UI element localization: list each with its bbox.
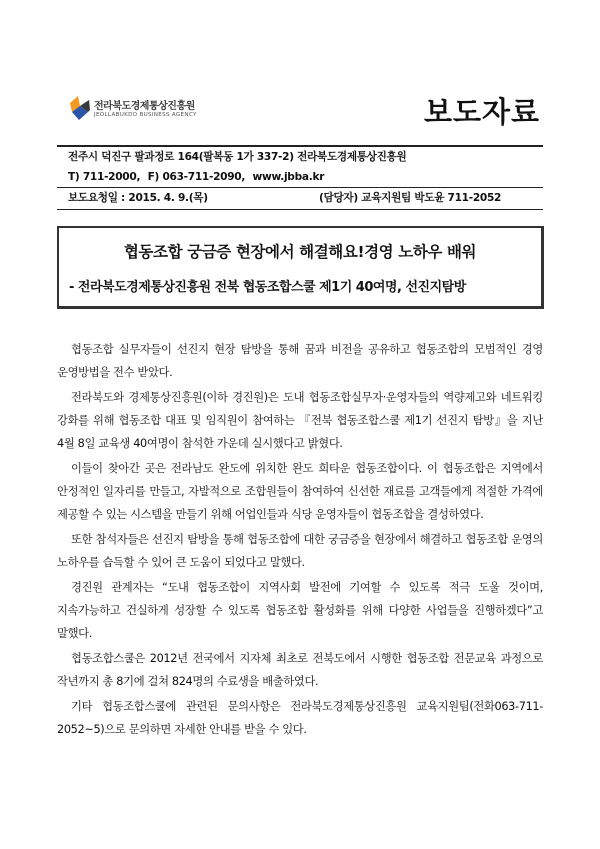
contact-row <box>57 167 543 187</box>
request-row <box>57 187 543 209</box>
info-table <box>57 145 543 210</box>
paragraph-2: 전라북도와 경제통상진흥원(이하 경진원)은 도내 협동조합실무자·운영자들의 역량제고와 네트워킹 강화를 위해 협동조합 대표 및 임직원이 참여하는 『전북 협동조합스쿨 제1기 선진지 탐방』을 지난 4월 8일 교육생 40여명이 참석한 가운데 실시했다고 밝혔다. <box>57 391 543 450</box>
request-date: 보도요청일 : 2015. 4. 9.(목) <box>68 192 208 204</box>
paragraph-4: 또한 참석자들은 선진지 탐방을 통해 협동조합에 대한 궁금증을 현장에서 해결하고 협동조합 운영의 노하우를 습득할 수 있어 큰 도움이 되었다고 말했다. <box>57 533 543 569</box>
paragraph-7: 기타 협동조합스쿨에 관련된 문의사항은 전라북도경제통상진흥원 교육지원팀(전화063-711-2052~5)으로 문의하면 자세한 안내를 받을 수 있다. <box>57 700 543 736</box>
org-name-ko: 전라북도경제통상진흥원 <box>94 101 195 112</box>
article-body <box>57 338 543 743</box>
address-text: 전주시 덕진구 팔과정로 164(팔복동 1가 337-2) 전라북도경제통상진흥원 <box>68 151 407 163</box>
doc-type-title: 보도자료 <box>423 95 540 129</box>
paragraph-5: 경진원 관계자는 “도내 협동조합이 지역사회 발전에 기여할 수 있도록 적극 도울 것이며, 지속가능하고 건실하게 성장할 수 있도록 협동조합 활성화를 위해 다양한 사업들을 진행하겠다”고 말했다. <box>57 581 543 640</box>
org-name-en: JEOLLABUKDO BUSINESS AGENCY <box>94 112 197 118</box>
paragraph-3: 이들이 찾아간 곳은 전라남도 완도에 위치한 완도 희타운 협동조합이다. 이 협동조합은 지역에서 안정적인 일자리를 만들고, 자발적으로 조합원들이 참여하여 신선한 재료를 고객들에게 적절한 가격에 제공할 수 있는 시스템을 만들기 위해 어업인들과 식당 운영자들이 협동조합을 결성하였다. <box>57 462 543 521</box>
headline-box <box>57 226 544 309</box>
paragraph-6: 협동조합스쿨은 2012년 전국에서 지자체 최초로 전북도에서 시행한 협동조합 전문교육 과정으로 작년까지 총 8기에 걸쳐 824명의 수료생을 배출하였다. <box>57 652 543 688</box>
address-row <box>57 147 543 167</box>
subheadline: - 전라북도경제통상진흥원 전북 협동조합스쿨 제1기 40여명, 선진지탐방 <box>69 280 466 295</box>
headline: 협동조합 궁금증 현장에서 해결해요!경영 노하우 배워 <box>123 243 477 261</box>
fax-text: F) 063-711-2090, <box>147 171 246 183</box>
agency-logo <box>68 94 218 128</box>
contact-person: (담당자) 교육지원팀 박도윤 711-2052 <box>319 192 502 204</box>
phone-text: T) 711-2000, <box>68 171 141 183</box>
paragraph-1: 협동조합 실무자들이 선진지 현장 탐방을 통해 꿈과 비전을 공유하고 협동조합의 모범적인 경영 운영방법을 전수 받았다. <box>57 343 543 379</box>
agency-logo-icon <box>68 94 92 124</box>
website-link[interactable]: www.jbba.kr <box>252 171 325 183</box>
